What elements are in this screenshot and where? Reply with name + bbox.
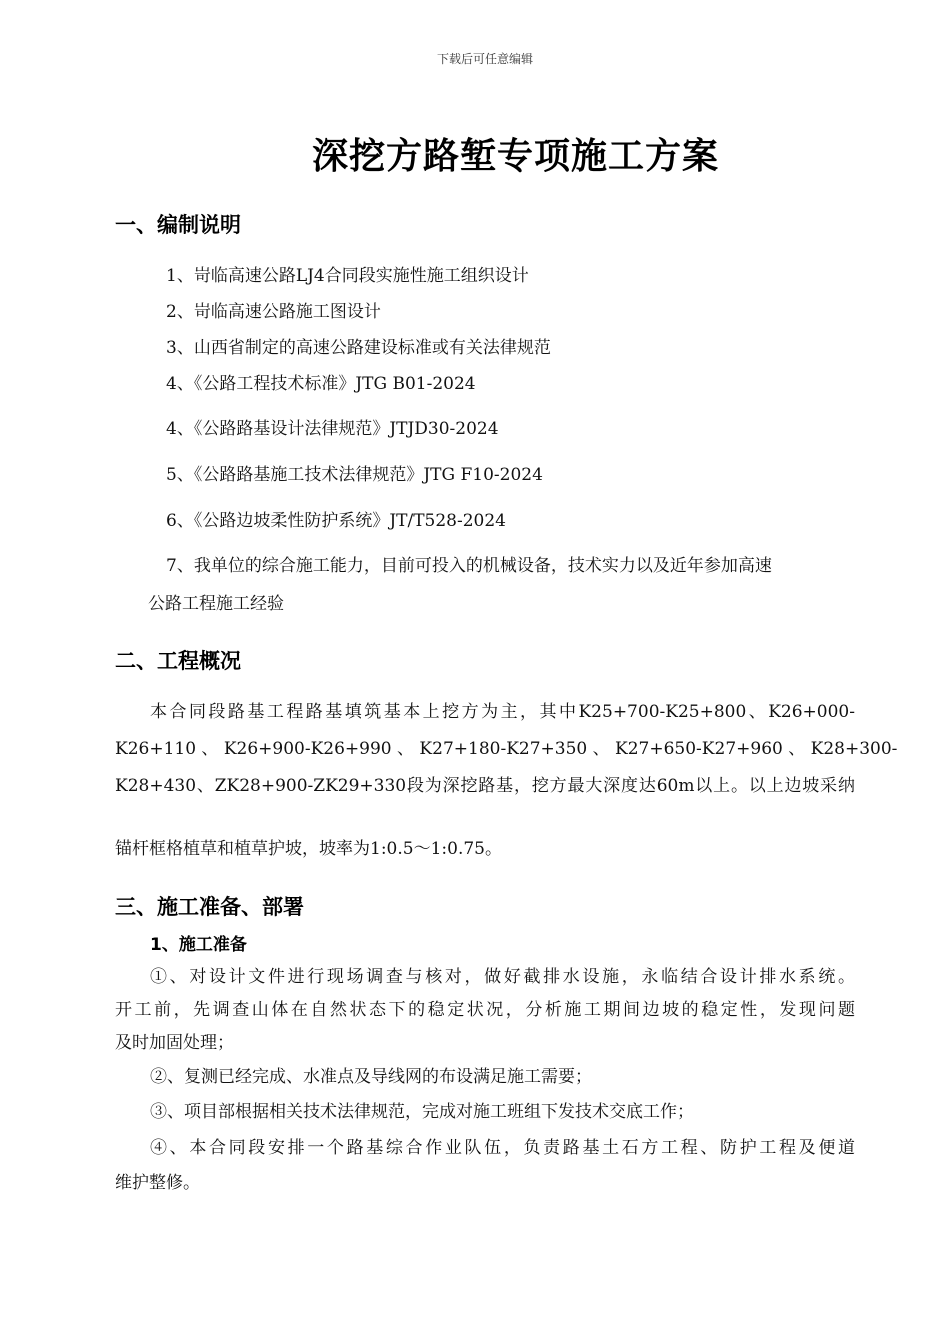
- basis-item: 3、山西省制定的高速公路建设标准或有关法律规范: [166, 338, 551, 358]
- section-heading-overview: 二、工程概况: [115, 649, 241, 673]
- page-header-note: 下载后可任意编辑: [436, 52, 533, 66]
- prep-paragraph-1-line: ①、对设计文件进行现场调查与核对，做好截排水设施，永临结合设计排水系统。: [150, 967, 855, 987]
- prep-paragraph-4-line: ④、本合同段安排一个路基综合作业队伍，负责路基土石方工程、防护工程及便道: [150, 1138, 855, 1158]
- overview-line: 本合同段路基工程路基填筑基本上挖方为主，其中K25+700-K25+800、K26+000-: [150, 702, 855, 722]
- basis-item: 2、岢临高速公路施工图设计: [166, 302, 381, 322]
- document-title: 深挖方路堑专项施工方案: [312, 135, 720, 177]
- overview-line: K26+110 、 K26+900-K26+990 、 K27+180-K27+350 、 K27+650-K27+960 、 K28+300-: [115, 739, 898, 759]
- basis-item-7-line2: 公路工程施工经验: [148, 594, 284, 614]
- subsection-heading-preparation: 1、施工准备: [150, 935, 247, 955]
- overview-line: 锚杆框格植草和植草护坡，坡率为1:0.5～1:0.75。: [115, 839, 502, 859]
- basis-item: 5、《公路路基施工技术法律规范》JTG F10-2024: [166, 465, 543, 485]
- prep-paragraph-4-line: 维护整修。: [115, 1173, 200, 1193]
- basis-item-7-line1: 7、我单位的综合施工能力，目前可投入的机械设备，技术实力以及近年参加高速: [166, 556, 772, 576]
- overview-line: K28+430、ZK28+900-ZK29+330段为深挖路基，挖方最大深度达60m以上。以上边坡采纳: [115, 776, 855, 796]
- basis-item: 4、《公路路基设计法律规范》JTJD30-2024: [166, 419, 499, 439]
- section-heading-preparation: 三、施工准备、部署: [115, 895, 304, 919]
- prep-paragraph-1-line: 及时加固处理；: [115, 1033, 234, 1053]
- basis-item: 1、岢临高速公路LJ4合同段实施性施工组织设计: [166, 266, 529, 286]
- section-heading-compilation: 一、编制说明: [115, 213, 241, 237]
- prep-paragraph-1-line: 开工前，先调查山体在自然状态下的稳定状况，分析施工期间边坡的稳定性，发现问题: [115, 1000, 855, 1020]
- prep-paragraph-2: ②、复测已经完成、水准点及导线网的布设满足施工需要；: [150, 1067, 592, 1087]
- basis-item: 4、《公路工程技术标准》JTG B01-2024: [166, 374, 476, 394]
- basis-item: 6、《公路边坡柔性防护系统》JT/T528-2024: [166, 511, 506, 531]
- prep-paragraph-3: ③、项目部根据相关技术法律规范，完成对施工班组下发技术交底工作；: [150, 1102, 694, 1122]
